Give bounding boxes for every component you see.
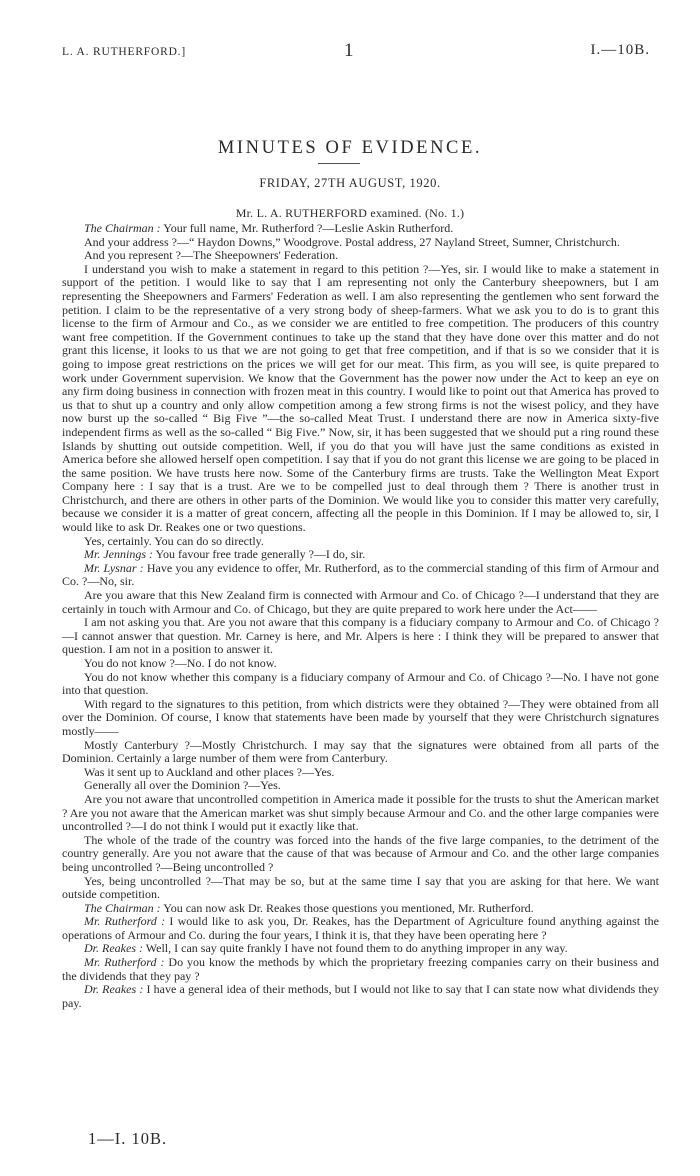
paragraph-text: Yes, being uncontrolled ?—That may be so, but at the same time I say that you are asking for that here. We want outside competition. <box>62 873 659 902</box>
paragraph-text: Your full name, Mr. Rutherford ?—Leslie Askin Rutherford. <box>160 221 454 235</box>
evidence-paragraph <box>62 236 659 250</box>
evidence-paragraph <box>62 222 659 236</box>
paragraph-text: And you represent ?—The Sheepowners' Federation. <box>84 248 339 263</box>
paragraph-text: I am not asking you that. Are you not aware that this company is a fiduciary company to Armour and Co. of Chicago ?—I cannot answer that question. Mr. Carney is here, and Mr. Alpers is here : I think they will be prepared to answer that question. I am not in a position to answer it. <box>62 615 659 657</box>
witness-heading: Mr. L. A. RUTHERFORD examined. (No. 1.) <box>235 206 465 220</box>
paragraph-text: You favour free trade generally ?—I do, sir. <box>153 547 366 562</box>
paper-reference: I.—10B. <box>590 42 650 58</box>
paragraph-text: Are you aware that this New Zealand firm is connected with Armour and Co. of Chicago ?—I understand that they are certainly in touch with Armour and Co. of Chicago, but they are quite prepared to work here under the Act—— <box>62 588 659 616</box>
evidence-paragraph <box>62 739 659 766</box>
evidence-paragraph <box>62 249 659 263</box>
evidence-paragraph <box>62 671 659 698</box>
speaker-name: Mr. Lysnar : <box>84 560 144 575</box>
speaker-name: Mr. Jennings : <box>84 547 153 562</box>
paragraph-text: With regard to the signatures to this petition, from which districts were they obtained ?—They were obtained from all over the Dominion. Of course, I know that statements have been made by yourself that they were Christchurch signatures mostly—— <box>62 696 659 738</box>
evidence-body <box>62 222 659 1010</box>
paragraph-text: I understand you wish to make a statement in regard to this petition ?—Yes, sir. I would like to make a statement in support of the petition. I would like to say that I am representing not only the Canterbury sheepowners, but I am representing the Sheepowners and Farmers' Federation as well. I am also representing the gentlemen who sent forward the petition. I claim to be the representative of a very strong body of sheep-farmers. What we ask you to do is to grant this license to the firm of Armour and Co., as we consider we are entitled to free competition. The producers of this country want free competition. If the Government continues to take up the stand that they have done over this matter and do not grant this license, it looks to us that we are not going to get that free competition, and if that is so we consider that it is going to impose great restrictions on the prices we will get for our meat. This firm, as you will see, is quite prepared to work under Government supervision. We know that the Government has the power now under the Act to keep an eye on any firm doing business in connection with frozen meat in this country. I would like to point out that America has proved to us that to shut up a country and only allow competition among a few strong firms is not the wisest policy, and they have now burst up the so-called “ Big Five ”—the so-called Meat Trust. I understand there are now in America sixty-five independent firms as well as the so-called “ Big Five.” Now, sir, it has been suggested that we should put a ring round these Islands by shutting out outside competition. Well, if you do that you will have just the same conditions as existed in America before she allowed herself open competition. I say that if you do not grant this license we are going to be placed in the same position. We have trusts here now. Some of the Canterbury firms are trusts. Take the Wellington Meat Export Company here : I say that is a trust. Are we to be compelled just to deal through them ? There is another trust in Christchurch, and there are others in other parts of the Dominion. We would like you to consider this matter very carefully, because we consider it is a matter of great concern, affecting all the people in this Dominion. If I may be allowed to, sir, I would like to ask Dr. Reakes one or two questions. <box>62 261 659 535</box>
paragraph-text: Generally all over the Dominion ?—Yes. <box>84 778 281 793</box>
page-title: MINUTES OF EVIDENCE. <box>217 138 483 158</box>
paragraph-text: Mostly Canterbury ?—Mostly Christchurch. I may say that the signatures were obtained from all parts of the Dominion. Certainly a large number of them were from Canterbury. <box>62 737 659 766</box>
evidence-paragraph <box>62 956 659 983</box>
title-divider <box>318 163 360 164</box>
evidence-paragraph <box>62 548 659 562</box>
paragraph-text: The whole of the trade of the country was forced into the hands of the five large companies, to the detriment of the country generally. Are you not aware that the cause of that was because of Armour and Co. and the other large companies being uncontrolled ?—Being uncontrolled ? <box>62 832 659 874</box>
evidence-paragraph <box>62 263 659 535</box>
page-number: 1 <box>344 40 354 61</box>
evidence-paragraph <box>62 942 659 956</box>
paragraph-text: Well, I can say quite frankly I have not found them to do anything improper in any way. <box>142 941 568 956</box>
paragraph-text: Do you know the methods by which the proprietary freezing companies carry on their business and the dividends that they pay ? <box>62 955 659 983</box>
running-header <box>62 40 650 64</box>
speaker-name: The Chairman : <box>84 900 161 915</box>
paragraph-text: Are you not aware that uncontrolled competition in America made it possible for the trusts to shut the American market ? Are you not aware that the American market was shut simply because Armour and Co. and the other large companies were uncontrolled ?—I do not think I would put it exactly like that. <box>62 791 659 834</box>
speaker-name: Dr. Reakes : <box>84 982 144 997</box>
evidence-paragraph <box>62 793 659 834</box>
paragraph-text: Have you any evidence to offer, Mr. Rutherford, as to the commercial standing of this firm of Armour and Co. ?—No, sir. <box>62 560 659 589</box>
speaker-name: Dr. Reakes : <box>84 941 143 956</box>
paragraph-text: You can now ask Dr. Reakes those questions you mentioned, Mr. Rutherford. <box>160 900 534 915</box>
paragraph-text: Was it sent up to Auckland and other places ?—Yes. <box>84 764 335 779</box>
evidence-paragraph <box>62 915 659 942</box>
evidence-paragraph <box>62 698 659 739</box>
hearing-date: FRIDAY, 27TH AUGUST, 1920. <box>259 176 441 190</box>
speaker-name: Mr. Rutherford : <box>84 955 165 970</box>
header-witness-name: L. A. RUTHERFORD.] <box>62 46 186 58</box>
evidence-paragraph <box>62 983 659 1010</box>
evidence-paragraph <box>62 902 659 916</box>
evidence-paragraph <box>62 875 659 902</box>
paragraph-text: And your address ?—“ Haydon Downs,” Woodgrove. Postal address, 27 Nayland Street, Sumner, Christchurch. <box>84 234 620 249</box>
speaker-name: The Chairman : <box>84 221 161 235</box>
paragraph-text: You do not know whether this company is a fiduciary company of Armour and Co. of Chicago ?—No. I have not gone into that question. <box>62 669 659 698</box>
evidence-paragraph <box>62 562 659 589</box>
paragraph-text: I would like to ask you, Dr. Reakes, has the Department of Agriculture found anything against the operations of Armour and Co. during the four years, I think it is, that they have been operating here ? <box>62 914 659 942</box>
paragraph-text: Yes, certainly. You can do so directly. <box>84 533 264 548</box>
evidence-paragraph <box>62 766 659 780</box>
paragraph-text: I have a general idea of their methods, but I would not like to say that I can state now what dividends they pay. <box>62 982 660 1010</box>
evidence-paragraph <box>62 616 659 657</box>
speaker-name: Mr. Rutherford : <box>84 914 166 929</box>
evidence-paragraph <box>62 657 659 671</box>
evidence-paragraph <box>62 589 659 616</box>
signature-mark: 1—I. 10B. <box>88 1129 168 1148</box>
paragraph-text: You do not know ?—No. I do not know. <box>84 656 277 670</box>
evidence-paragraph <box>62 834 659 875</box>
evidence-paragraph <box>62 535 659 549</box>
evidence-paragraph <box>62 779 659 793</box>
